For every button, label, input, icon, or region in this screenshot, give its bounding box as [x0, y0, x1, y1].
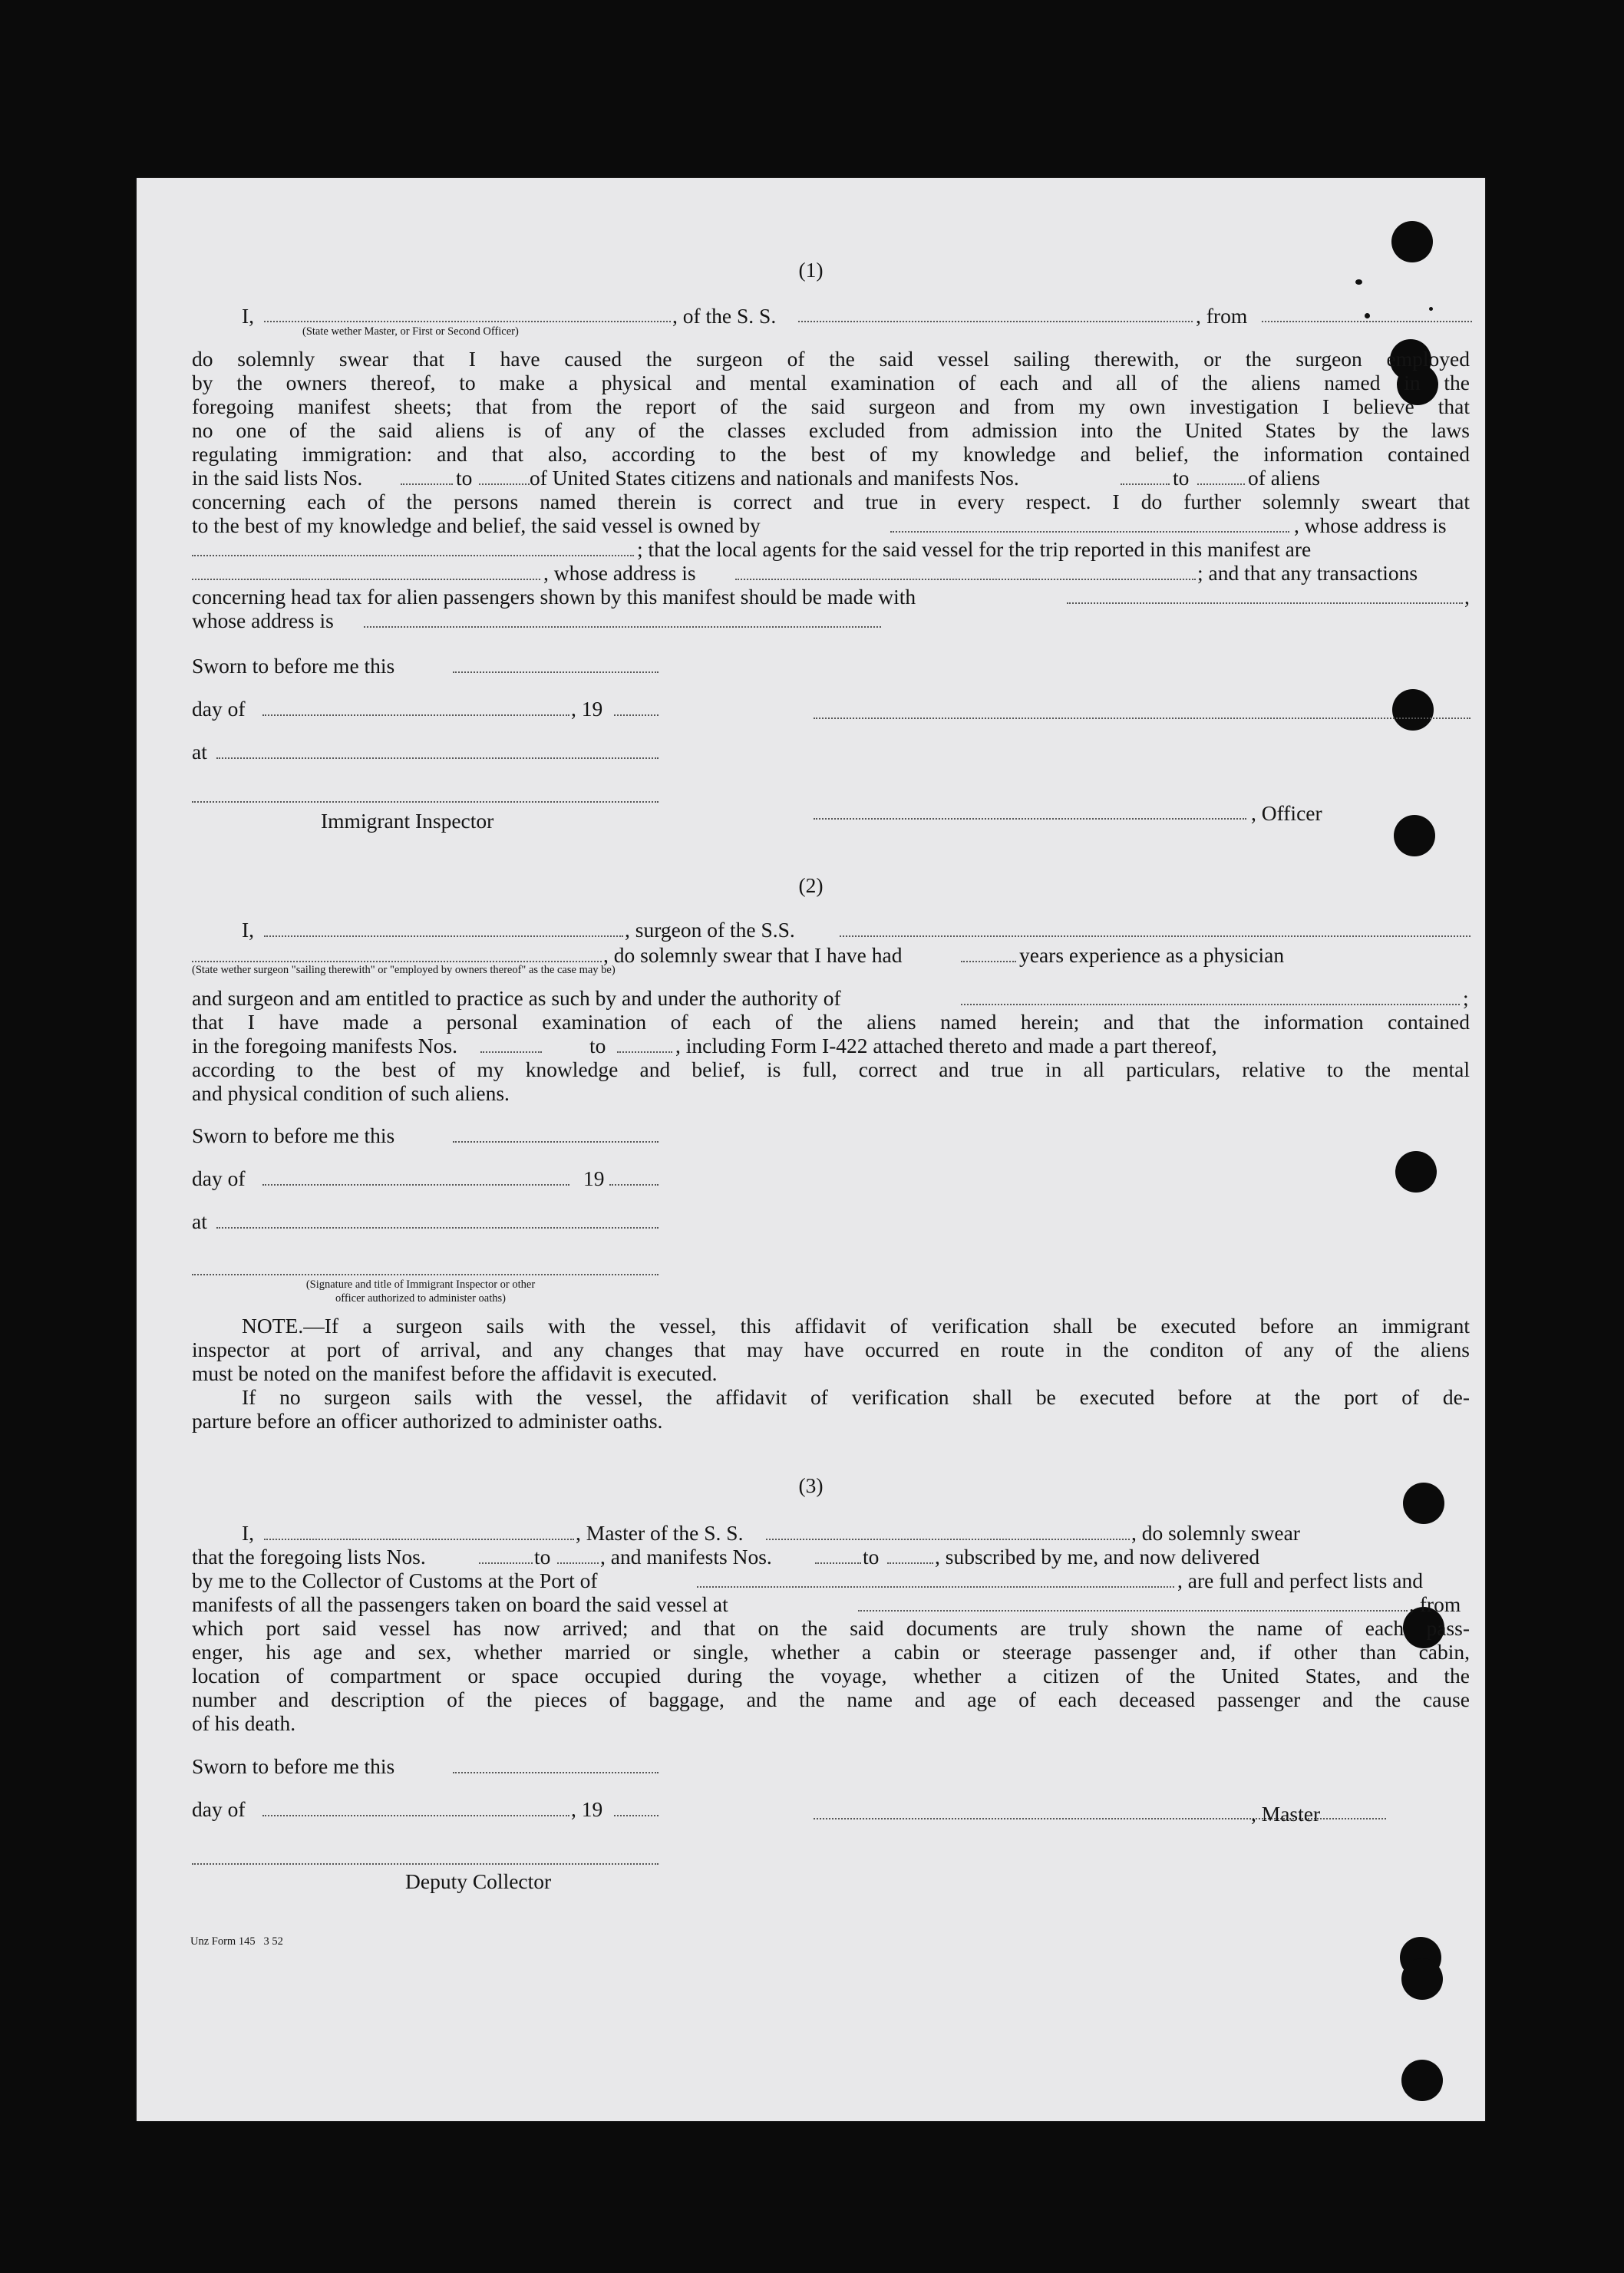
section-2-number: (2)	[798, 873, 824, 897]
s3-deputy-collector-label: Deputy Collector	[405, 1869, 552, 1893]
s1-body-line: no one of the said aliens is of any of the classes excluded from admission into the United States by the laws	[192, 418, 1470, 442]
s2-note-line: must be noted on the manifest before the affidavit is executed.	[192, 1361, 718, 1385]
s3-body-line: number and description of the pieces of baggage, and the name and age of each deceased passenger and the cause	[192, 1687, 1470, 1711]
s1-officer-name-field[interactable]	[814, 818, 1246, 820]
section-3-number: (3)	[798, 1473, 824, 1497]
agent-address-field[interactable]	[735, 579, 1196, 580]
s2-note-line: inspector at port of arrival, and any changes that may have occurred en route in the conditon of any of the aliens	[192, 1338, 1470, 1361]
s3-port-field[interactable]	[697, 1586, 1174, 1588]
s1-of-ss-label: , of the S. S.	[672, 304, 777, 328]
s1-day-of-label: day of	[192, 697, 246, 721]
s3-manifest-to-field[interactable]	[887, 1562, 933, 1564]
citizen-list-from-field[interactable]	[401, 483, 453, 485]
s3-list-to-field[interactable]	[557, 1562, 599, 1564]
s3-manifests-label: , and manifests Nos.	[600, 1545, 772, 1569]
s2-body-line-last: and physical condition of such aliens.	[192, 1081, 510, 1105]
s1-body-line: foregoing manifest sheets; that from the report of the said surgeon and from my own investigation I believe that	[192, 394, 1470, 418]
s1-transactions-label: ; and that any transactions	[1197, 561, 1418, 585]
s2-body-line: that I have made a personal examination of each of the aliens named herein; and that the information contained	[192, 1010, 1470, 1034]
binder-hole	[1391, 221, 1433, 262]
local-agents-field[interactable]	[192, 579, 540, 580]
s1-to-label: to	[456, 466, 473, 490]
form-identifier: Unz Form 145 3 52	[190, 1935, 283, 1948]
s2-ship-name-field[interactable]	[840, 935, 1471, 937]
s1-year-label: , 19	[571, 697, 603, 721]
s2-form-i422-label: , including Form I-422 attached thereto and made a part thereof,	[675, 1034, 1217, 1057]
s1-owned-by-label: to the best of my knowledge and belief, the said vessel is owned by	[192, 513, 761, 537]
s3-lists-label: that the foregoing lists Nos.	[192, 1545, 426, 1569]
s2-day-of-field[interactable]	[262, 1184, 569, 1186]
s2-year-label: 19	[583, 1166, 605, 1190]
s2-note-line: NOTE.—If a surgeon sails with the vessel, this affidavit of verification shall be executed before an immigrant	[242, 1314, 1470, 1338]
s1-body-line: regulating immigration: and that also, according to the best of my knowledge and belief, the information contained	[192, 442, 1470, 466]
s3-boarding-port-field[interactable]	[858, 1610, 1408, 1612]
alien-manifest-to-field[interactable]	[1197, 483, 1245, 485]
master-name-field[interactable]	[264, 1539, 574, 1540]
s3-full-lists-label: , are full and perfect lists and	[1177, 1569, 1423, 1592]
s3-body-line: location of compartment or space occupied during the voyage, whether a citizen of the United States, and the	[192, 1664, 1470, 1687]
s1-at-label: at	[192, 740, 207, 764]
s1-officer-label: , Officer	[1251, 801, 1322, 825]
s3-body-line: which port said vessel has now arrived; and that on the said documents are truly shown the name of each pass-	[192, 1616, 1470, 1640]
s2-year-field[interactable]	[609, 1184, 659, 1186]
s2-inspector-signature-line[interactable]	[192, 1274, 659, 1275]
head-tax-contact-field[interactable]	[1067, 602, 1463, 604]
s2-authority-label: and surgeon and am entitled to practice as such by and under the authority of	[192, 986, 841, 1010]
binder-hole	[1394, 815, 1435, 856]
s3-body-line: enger, his age and sex, whether married or single, whether a cabin or steerage passenger and, if other than cabin,	[192, 1640, 1470, 1664]
s3-sworn-label: Sworn to before me this	[192, 1754, 395, 1778]
departure-port-field[interactable]	[1262, 321, 1472, 322]
s2-manifest-to-field[interactable]	[617, 1051, 672, 1053]
s1-agent-address-label: , whose address is	[543, 561, 696, 585]
master-or-officer-field[interactable]	[264, 321, 671, 322]
s3-year-label: , 19	[571, 1797, 603, 1821]
s2-signature-instruction-2: officer authorized to administer oaths)	[335, 1292, 506, 1305]
s2-at-label: at	[192, 1209, 207, 1233]
s1-body-line: concerning each of the persons named therein is correct and true in every respect. I do further solemnly sweart that	[192, 490, 1470, 513]
s1-body-line: by the owners thereof, to make a physical and mental examination of each and all of the aliens named in the	[192, 371, 1470, 394]
s1-body-line: do solemnly swear that I have caused the surgeon of the said vessel sailing therewith, or the surgeon employed	[192, 347, 1470, 371]
s3-master-of-ss-label: , Master of the S. S.	[576, 1521, 744, 1545]
s1-sworn-date-field[interactable]	[453, 671, 659, 673]
surgeon-type-field[interactable]	[192, 961, 602, 962]
s1-local-agents-label: ; that the local agents for the said vessel for the trip reported in this manifest are	[637, 537, 1312, 561]
head-tax-address-field[interactable]	[364, 626, 881, 628]
s3-to-label-2: to	[863, 1545, 880, 1569]
binder-hole	[1401, 1958, 1443, 2000]
vessel-owner-field[interactable]	[890, 531, 1289, 533]
s1-line1-prefix: I,	[242, 304, 255, 328]
s1-from-label: , from	[1196, 304, 1248, 328]
ship-name-field[interactable]	[798, 321, 1193, 322]
s2-sworn-label: Sworn to before me this	[192, 1123, 395, 1147]
s2-body-line: according to the best of my knowledge and belief, is full, correct and true in all particulars, relative to the mental	[192, 1057, 1470, 1081]
s1-officer-signature-line[interactable]	[814, 718, 1471, 719]
s1-officer-instruction: (State wether Master, or First or Second Officer)	[302, 325, 519, 338]
s2-to-label: to	[589, 1034, 606, 1057]
s3-collector-signature-line[interactable]	[192, 1863, 659, 1865]
alien-manifest-from-field[interactable]	[1121, 483, 1170, 485]
s1-sworn-label: Sworn to before me this	[192, 654, 395, 678]
s3-ship-name-field[interactable]	[766, 1539, 1130, 1540]
s1-manifests-label: of United States citizens and nationals and manifests Nos.	[530, 466, 1019, 490]
binder-hole	[1401, 2060, 1443, 2101]
s2-manifests-label: in the foregoing manifests Nos.	[192, 1034, 457, 1057]
s2-day-of-label: day of	[192, 1166, 246, 1190]
binder-hole	[1395, 1151, 1437, 1193]
s3-manifest-from-field[interactable]	[815, 1562, 861, 1564]
years-experience-field[interactable]	[961, 961, 1016, 962]
s2-swear-label: , do solemnly swear that I have had	[603, 943, 903, 967]
s2-sworn-date-field[interactable]	[453, 1141, 659, 1143]
s1-day-of-field[interactable]	[262, 714, 569, 716]
ink-speck	[1365, 313, 1370, 318]
citizen-list-to-field[interactable]	[479, 483, 530, 485]
s2-note-line: parture before an officer authorized to administer oaths.	[192, 1409, 663, 1433]
binder-hole	[1392, 689, 1434, 731]
s1-year-field[interactable]	[614, 714, 659, 716]
s3-sworn-date-field[interactable]	[453, 1772, 659, 1773]
s2-semicolon: ;	[1463, 986, 1469, 1010]
surgeon-name-field[interactable]	[264, 935, 623, 937]
s3-day-of-field[interactable]	[262, 1815, 569, 1816]
s1-immigrant-inspector-label: Immigrant Inspector	[321, 809, 494, 833]
s1-comma: ,	[1464, 585, 1470, 609]
s1-at-field[interactable]	[216, 757, 659, 759]
s3-year-field[interactable]	[614, 1815, 659, 1816]
s2-manifest-from-field[interactable]	[480, 1051, 542, 1053]
s1-aliens-label: of aliens	[1248, 466, 1320, 490]
s1-to-label-2: to	[1173, 466, 1190, 490]
ink-speck	[1429, 307, 1433, 311]
s3-list-from-field[interactable]	[479, 1562, 533, 1564]
s2-surgeon-instruction: (State wether surgeon "sailing therewith" or "employed by owners thereof" as the case may be)	[192, 964, 616, 976]
s2-line1-prefix: I,	[242, 918, 255, 942]
s2-physician-label: years experience as a physician	[1019, 943, 1285, 967]
s1-lists-label: in the said lists Nos.	[192, 466, 363, 490]
s3-line1-prefix: I,	[242, 1521, 255, 1545]
s2-note-line: If no surgeon sails with the vessel, the affidavit of verification shall be executed before at the port of de-	[242, 1385, 1470, 1409]
s1-head-tax-address-label: whose address is	[192, 609, 334, 632]
s3-swear-label: , do solemnly swear	[1131, 1521, 1300, 1545]
s3-body-line-last: of his death.	[192, 1711, 296, 1735]
s3-to-label: to	[534, 1545, 551, 1569]
practice-authority-field[interactable]	[961, 1004, 1460, 1005]
s1-head-tax-label: concerning head tax for alien passengers shown by this manifest should be made with	[192, 585, 916, 609]
owner-address-field[interactable]	[192, 555, 634, 556]
s2-at-field[interactable]	[216, 1227, 659, 1229]
s3-collector-port-label: by me to the Collector of Customs at the Port of	[192, 1569, 598, 1592]
s3-subscribed-label: , subscribed by me, and now delivered	[935, 1545, 1260, 1569]
s3-from-label: , from	[1409, 1592, 1461, 1616]
manifest-affidavit-page	[137, 178, 1485, 2121]
section-1-number: (1)	[798, 258, 824, 282]
s1-inspector-signature-line[interactable]	[192, 801, 659, 803]
s3-boarded-at-label: manifests of all the passengers taken on board the said vessel at	[192, 1592, 728, 1616]
s1-owner-address-label: , whose address is	[1294, 513, 1447, 537]
s3-day-of-label: day of	[192, 1797, 246, 1821]
s2-surgeon-of-ss-label: , surgeon of the S.S.	[625, 918, 795, 942]
s3-master-label: , Master	[1251, 1802, 1321, 1826]
s2-signature-instruction: (Signature and title of Immigrant Inspector or other	[305, 1278, 536, 1291]
